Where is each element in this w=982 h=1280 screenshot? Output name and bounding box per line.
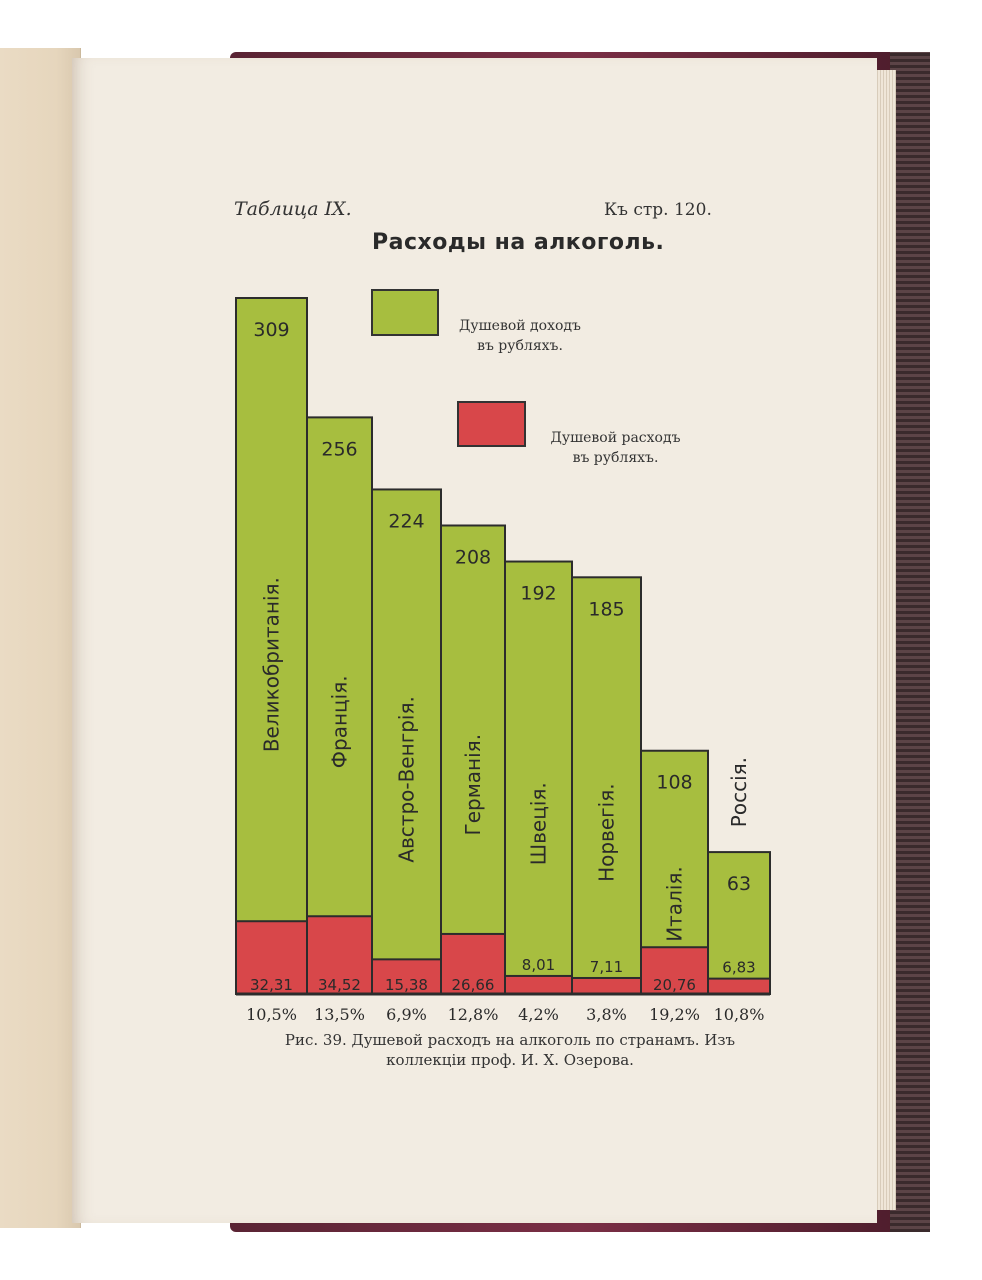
caption-line2: коллекціи проф. И. Х. Озерова.	[386, 1051, 634, 1069]
percent-label: 6,9%	[386, 1005, 427, 1024]
category-label: Италія.	[662, 866, 687, 942]
expense-value-label: 26,66	[451, 976, 495, 994]
income-value-label: 224	[388, 510, 425, 533]
figure-caption	[230, 1030, 790, 1070]
category-label: Франція.	[327, 675, 352, 769]
expense-value-label: 20,76	[653, 976, 696, 994]
category-label: Норвегія.	[594, 783, 619, 882]
income-bar	[505, 562, 572, 994]
category-label: Швеція.	[526, 782, 551, 866]
expense-bar	[708, 979, 770, 994]
income-value-label: 309	[253, 319, 290, 341]
expense-bar	[505, 976, 572, 994]
expense-value-label: 7,11	[589, 957, 624, 976]
table-label: Таблица IX.	[234, 198, 352, 220]
income-value-label: 256	[321, 438, 358, 461]
percent-label: 4,2%	[518, 1005, 559, 1024]
chart-title: Расходы на алкоголь.	[372, 230, 665, 255]
legend-expense-line1: Душевой расходъ	[550, 430, 681, 446]
category-label: Россія.	[727, 756, 751, 828]
income-value-label: 208	[454, 546, 492, 569]
legend-expense-line2: въ рубляхъ.	[572, 450, 659, 466]
expense-bar	[572, 978, 641, 994]
percent-label: 19,2%	[649, 1005, 700, 1024]
caption-line1: Рис. 39. Душевой расходъ на алкоголь по странамъ. Изъ	[284, 1031, 736, 1049]
legend-income-line2: въ рубляхъ.	[477, 338, 563, 354]
legend-income-line1: Душевой доходъ	[459, 318, 581, 334]
category-label: Германія.	[461, 733, 485, 836]
expense-value-label: 34,52	[318, 976, 361, 994]
expense-value-label: 6,83	[722, 958, 756, 977]
category-label: Великобританія.	[259, 577, 284, 753]
percent-label: 12,8%	[447, 1005, 499, 1024]
income-value-label: 192	[520, 582, 557, 605]
page-reference: Къ стр. 120.	[604, 200, 712, 220]
income-value-label: 108	[656, 771, 693, 794]
percent-label: 10,8%	[713, 1005, 765, 1024]
expense-value-label: 15,38	[385, 976, 428, 994]
percent-label: 13,5%	[314, 1005, 365, 1024]
percent-label: 3,8%	[586, 1005, 627, 1024]
expense-value-label: 32,31	[250, 976, 293, 994]
income-value-label: 185	[588, 598, 625, 621]
category-label: Австро-Венгрія.	[394, 696, 419, 863]
income-value-label: 63	[726, 873, 752, 896]
expense-value-label: 8,01	[521, 955, 556, 974]
percent-label: 10,5%	[246, 1005, 297, 1024]
